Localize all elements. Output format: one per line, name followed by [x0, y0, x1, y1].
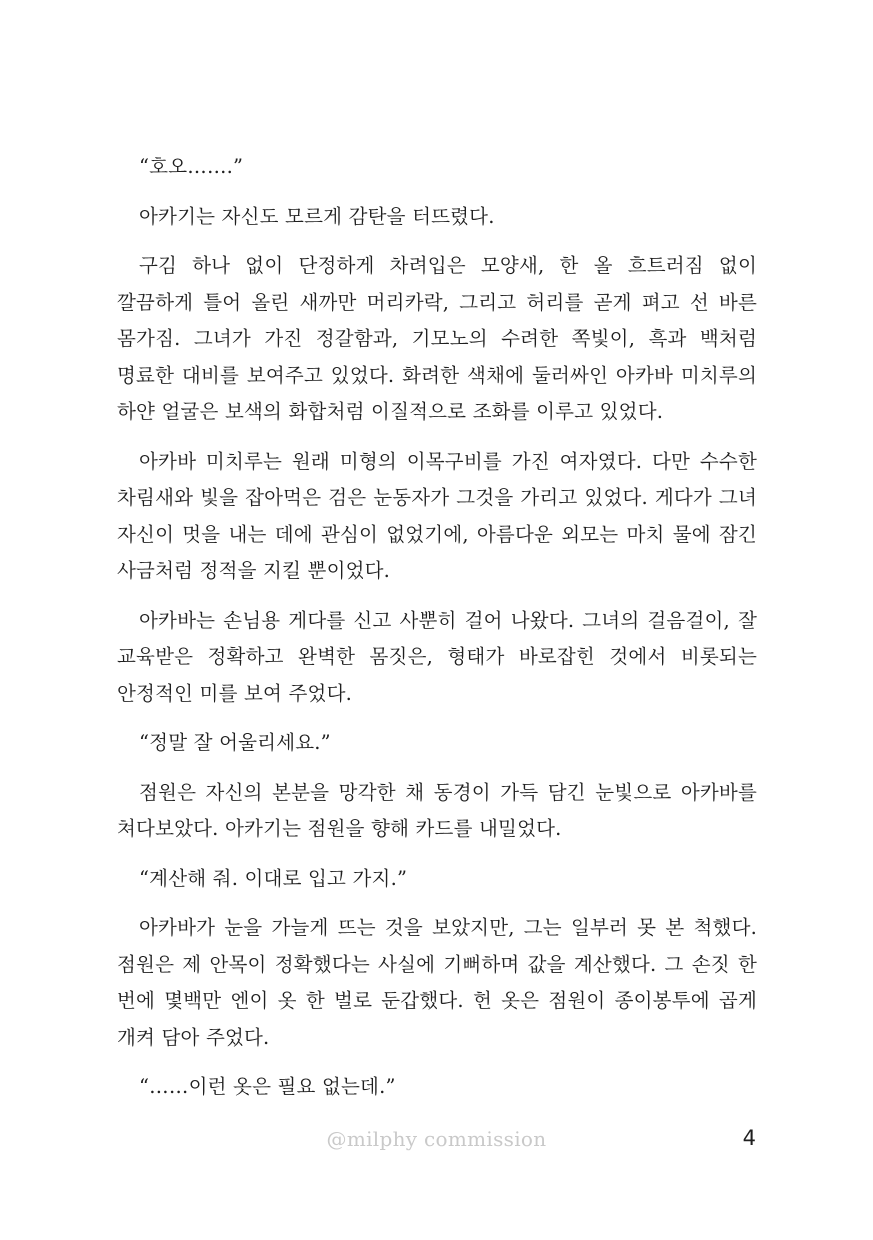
paragraph-8: “계산해 줘. 이대로 입고 가지.”	[139, 866, 408, 890]
paragraph-4: 아카바 미치루는 원래 미형의 이목구비를 가진 여자였다. 다만 수수한 차림새와 빛을 잡아먹은 검은 눈동자가 그것을 가리고 있었다. 게다가 그녀 자신이 멋을 내는 데에 관심이 없었기에, 아름다운 외모는 마치 물에 잠긴 사금처럼 정적을 지킬 뿐이었다.	[117, 449, 757, 582]
paragraph-3: 구김 하나 없이 단정하게 차려입은 모양새, 한 올 흐트러짐 없이 깔끔하게 틀어 올린 새까만 머리카락, 그리고 허리를 곧게 펴고 선 바른 몸가짐. 그녀가 가진 정갈함과, 기모노의 수려한 쪽빛이, 흑과 백처럼 명료한 대비를 보여주고 있었다. 화려한 색채에 둘러싸인 아카바 미치루의 하얀 얼굴은 보색의 화합처럼 이질적으로 조화를 이루고 있었다.	[117, 254, 757, 423]
paragraph-9: 아카바가 눈을 가늘게 뜨는 것을 보았지만, 그는 일부러 못 본 척했다. 점원은 제 안목이 정확했다는 사실에 기뻐하며 값을 계산했다. 그 손짓 한 번에 몇백만 엔이 옷 한 벌로 둔갑했다. 헌 옷은 점원이 종이봉투에 곱게 개켜 담아 주었다.	[117, 916, 758, 1049]
paragraph-1: “호오…….”	[139, 155, 244, 178]
watermark: @milphy commission	[326, 1127, 547, 1151]
paragraph-10: “……이런 옷은 필요 없는데.”	[139, 1075, 396, 1098]
paragraph-6: “정말 잘 어울리세요.”	[139, 731, 331, 754]
paragraph-2: 아카기는 자신도 모르게 감탄을 터뜨렸다.	[139, 204, 495, 228]
page-number: 4	[742, 1126, 756, 1150]
paragraph-7: 점원은 자신의 본분을 망각한 채 동경이 가득 담긴 눈빛으로 아카바를 쳐다보았다. 아카기는 점원을 향해 카드를 내밀었다.	[117, 780, 757, 840]
document-body	[117, 149, 757, 1119]
paragraph-5: 아카바는 손님용 게다를 신고 사뿐히 걸어 나왔다. 그녀의 걸음걸이, 잘 교육받은 정확하고 완벽한 몸짓은, 형태가 바로잡힌 것에서 비롯되는 안정적인 미를 보여 주었다.	[117, 608, 757, 705]
